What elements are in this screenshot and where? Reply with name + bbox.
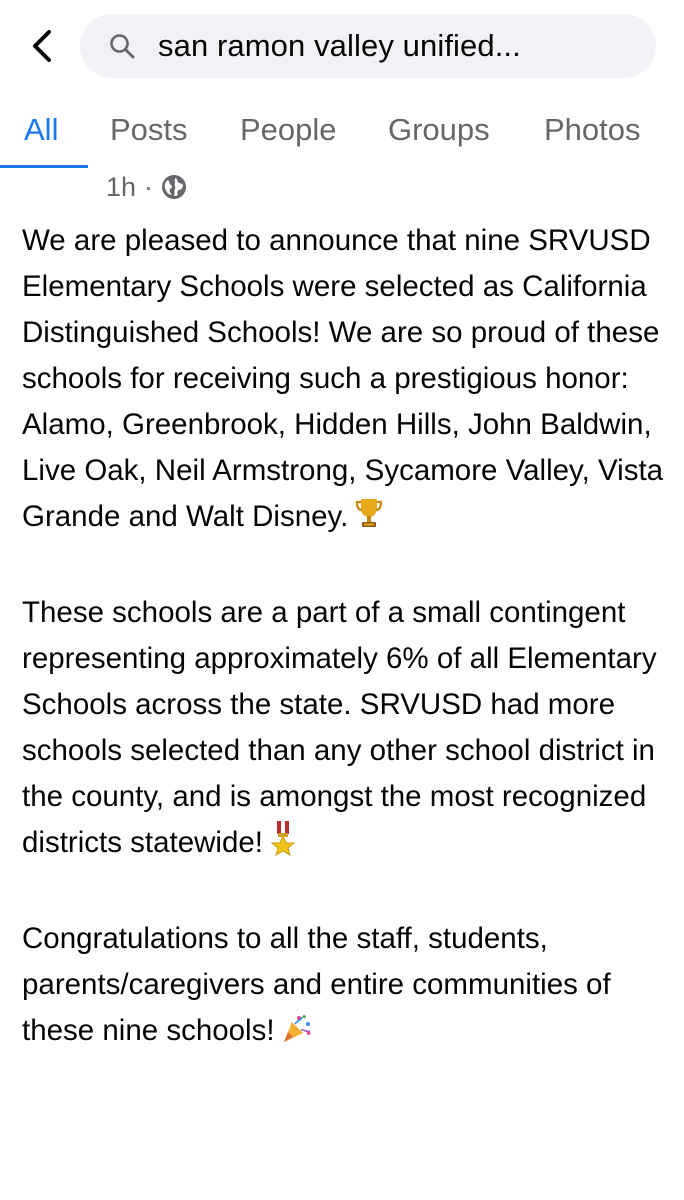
post-paragraph <box>22 218 672 544</box>
search-icon <box>108 32 136 60</box>
paragraph-1-text: We are pleased to announce that nine SRVUSD Elementary Schools were selected as California Distinguished Schools! We are so proud of these schools for receiving such a prestigious honor: Alamo, Greenbrook, Hidden Hills, John Baldwin, Live Oak, Neil Armstrong, Sycamore Valley, Vista Grande and Walt Disney. <box>22 224 664 533</box>
post-timestamp[interactable]: 1h <box>106 171 137 202</box>
tab-photos[interactable]: Photos <box>544 112 641 147</box>
tab-all[interactable]: All <box>24 112 59 147</box>
tab-posts[interactable]: Posts <box>110 112 188 147</box>
post-paragraph <box>22 916 672 1058</box>
post-text <box>22 218 672 1104</box>
paragraph-3-text: Congratulations to all the staff, students, parents/caregivers and entire communities of these nine schools! <box>22 922 611 1047</box>
active-tab-indicator <box>0 165 88 168</box>
search-input[interactable] <box>80 14 656 78</box>
search-query-text: san ramon valley unified... <box>158 28 521 63</box>
trophy-icon <box>354 496 384 544</box>
paragraph-2-text: These schools are a part of a small contingent representing approximately 6% of all Elementary Schools across the state. SRVUSD had more schools selected than any other school district in the county, and is amongst the most recognized districts statewide! <box>22 596 657 859</box>
meta-separator: · <box>144 171 154 202</box>
top-bar <box>0 0 684 96</box>
back-button[interactable] <box>22 24 62 68</box>
medal-icon <box>269 820 297 870</box>
post-meta <box>106 170 187 204</box>
chevron-left-icon <box>31 29 53 63</box>
tab-groups[interactable]: Groups <box>388 112 490 147</box>
tab-people[interactable]: People <box>240 112 337 147</box>
post-paragraph <box>22 590 672 870</box>
globe-icon[interactable] <box>161 174 187 200</box>
party-popper-icon <box>281 1012 313 1058</box>
search-filter-tabs <box>0 100 684 168</box>
